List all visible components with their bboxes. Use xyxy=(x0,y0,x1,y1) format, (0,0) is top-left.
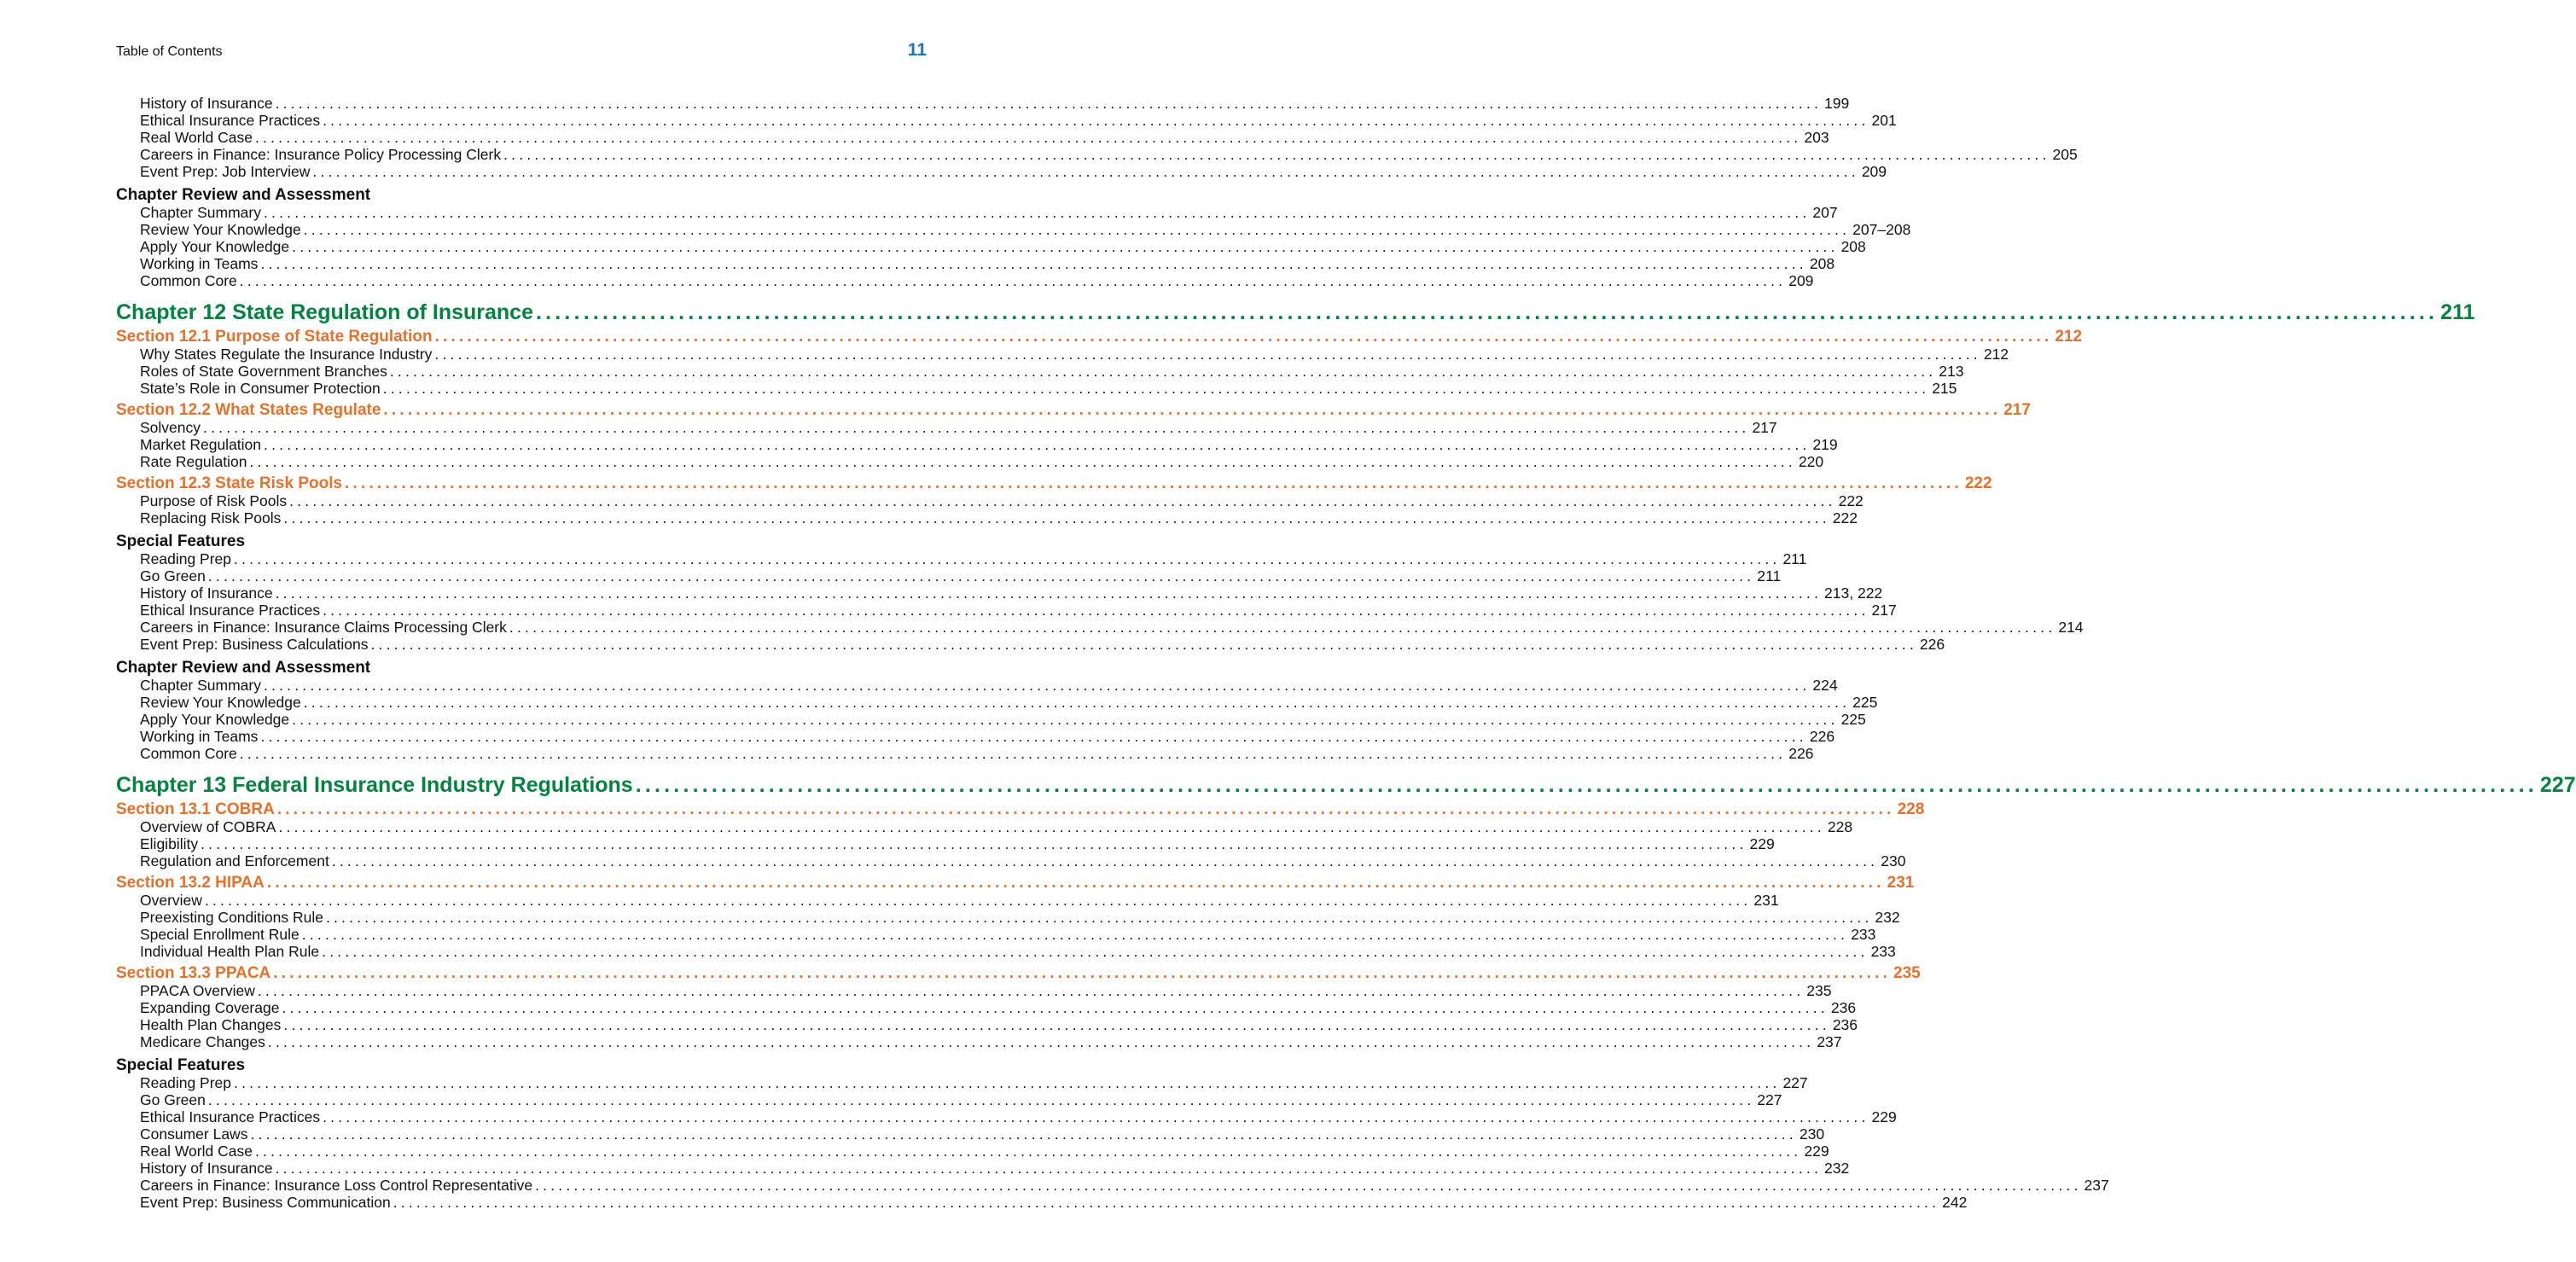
toc-entry-page: 242 xyxy=(1942,1194,1968,1211)
toc-entry-title: PPACA Overview xyxy=(140,982,255,999)
toc-entry-page: 235 xyxy=(1893,964,1921,982)
toc-entry-page: 208 xyxy=(1840,238,1866,255)
toc-entry-page: 231 xyxy=(1887,874,1915,892)
toc-entry-title: Overview of COBRA xyxy=(140,818,276,835)
toc-entry-title: Roles of State Government Branches xyxy=(140,363,387,380)
toc-entry-title: Ethical Insurance Practices xyxy=(140,602,321,619)
toc-item[interactable] xyxy=(116,255,1835,272)
toc-item[interactable] xyxy=(116,363,1964,380)
toc-entry-title: Special Features xyxy=(116,532,246,550)
toc-entry-page: 227 xyxy=(1782,1074,1808,1091)
dot-leader: ........................................................................................................................................................................................................ xyxy=(239,272,1787,289)
toc-item[interactable] xyxy=(116,619,2084,636)
dot-leader: ........................................................................................................................................................................................................ xyxy=(204,892,1752,909)
dot-leader: ........................................................................................................................................................................................................ xyxy=(345,474,1963,492)
toc-entry-title: Real World Case xyxy=(140,1143,253,1160)
toc-entry-page: 213, 222 xyxy=(1824,584,1883,602)
toc-entry-title: Overview xyxy=(140,892,202,909)
dot-leader: ........................................................................................................................................................................................................ xyxy=(257,982,1805,999)
toc-entry-title: Section 12.1 Purpose of State Regulation xyxy=(116,328,433,346)
toc-entry-page: 215 xyxy=(1932,380,1957,397)
toc-item[interactable] xyxy=(116,636,1945,653)
toc-chapter[interactable] xyxy=(116,300,2475,325)
toc-item[interactable] xyxy=(116,1091,1782,1108)
toc-entry-page: 203 xyxy=(1804,129,1829,146)
toc-section[interactable] xyxy=(116,800,1925,818)
dot-leader: ........................................................................................................................................................................................................ xyxy=(301,926,1849,943)
toc-entry-page: 219 xyxy=(1812,436,1838,453)
dot-leader: ........................................................................................................................................................................................................ xyxy=(331,852,1879,869)
running-header: Table of Contents xyxy=(116,44,223,59)
toc-item[interactable] xyxy=(116,1160,1850,1177)
toc-entry-title: Purpose of Risk Pools xyxy=(140,492,288,509)
dot-leader: ........................................................................................................................................................................................................ xyxy=(207,1091,1755,1108)
toc-section[interactable] xyxy=(116,964,1921,982)
toc-item[interactable] xyxy=(116,1143,1829,1160)
toc-entry-title: Review Your Knowledge xyxy=(140,694,301,711)
toc-group xyxy=(116,1057,713,1074)
toc-section[interactable] xyxy=(116,401,2031,419)
toc-entry-title: Section 13.3 PPACA xyxy=(116,964,271,982)
toc-item[interactable] xyxy=(116,112,1897,129)
toc-item[interactable] xyxy=(116,1016,1858,1033)
toc-item[interactable] xyxy=(116,1177,2109,1194)
toc-section[interactable] xyxy=(116,328,2083,346)
toc-entry-page: 209 xyxy=(1861,163,1887,180)
toc-entry-title: Special Enrollment Rule xyxy=(140,926,299,943)
toc-item[interactable] xyxy=(116,509,1858,526)
dot-leader: ........................................................................................................................................................................................................ xyxy=(509,619,2056,636)
toc-entry-title: Reading Prep xyxy=(140,550,232,567)
toc-entry-page: 227 xyxy=(2539,773,2576,797)
dot-leader: ........................................................................................................................................................................................................ xyxy=(275,584,1823,602)
toc-item[interactable] xyxy=(116,419,1777,436)
dot-leader: ........................................................................................................................................................................................................ xyxy=(393,1194,1940,1211)
toc-entry-page: 224 xyxy=(1812,677,1838,694)
toc-item[interactable] xyxy=(116,943,1896,960)
toc-item[interactable] xyxy=(116,909,1900,926)
toc-entry-title: Ethical Insurance Practices xyxy=(140,112,321,129)
dot-leader: ........................................................................................................................................................................................................ xyxy=(322,943,1869,960)
toc-item[interactable] xyxy=(116,380,1957,397)
toc-entry-title: Rate Regulation xyxy=(140,453,247,470)
toc-entry-page: 226 xyxy=(1788,745,1814,762)
toc-item[interactable] xyxy=(116,436,1838,453)
toc-item[interactable] xyxy=(116,1108,1897,1125)
toc-item[interactable] xyxy=(116,238,1866,255)
toc-entry-title: Solvency xyxy=(140,419,201,436)
toc-entry-title: Special Features xyxy=(116,1056,246,1074)
dot-leader: ........................................................................................................................................................................................................ xyxy=(635,773,2538,797)
toc-entry-title: Medicare Changes xyxy=(140,1033,265,1050)
dot-leader: ........................................................................................................................................................................................................ xyxy=(382,380,1930,397)
toc-section[interactable] xyxy=(116,874,1915,892)
dot-leader: ........................................................................................................................................................................................................ xyxy=(325,909,1873,926)
toc-chapter[interactable] xyxy=(116,772,2576,798)
toc-entry-title: Consumer Laws xyxy=(140,1125,248,1143)
toc-entry-page: 233 xyxy=(1851,926,1876,943)
toc-entry-title: Replacing Risk Pools xyxy=(140,509,282,526)
toc-item[interactable] xyxy=(116,146,2078,163)
toc-entry-title: Chapter Summary xyxy=(140,204,261,221)
toc-entry-page: 235 xyxy=(1806,982,1832,999)
toc-entry-page: 225 xyxy=(1852,694,1878,711)
toc-item[interactable] xyxy=(116,584,1883,602)
toc-entry-page: 217 xyxy=(1752,419,1777,436)
toc-entry-title: History of Insurance xyxy=(140,95,273,112)
toc-entry-title: Individual Health Plan Rule xyxy=(140,943,320,960)
toc-item[interactable] xyxy=(116,95,1850,112)
toc-entry-title: Section 13.1 COBRA xyxy=(116,800,275,818)
toc-entry-page: 201 xyxy=(1871,112,1897,129)
toc-item[interactable] xyxy=(116,550,1807,567)
toc-entry-title: Apply Your Knowledge xyxy=(140,238,290,255)
toc-item[interactable] xyxy=(116,745,1814,762)
page-number: 11 xyxy=(907,40,927,60)
toc-entry-title: Go Green xyxy=(140,567,206,584)
dot-leader: ........................................................................................................................................................................................................ xyxy=(292,711,1839,728)
toc-entry-title: Careers in Finance: Insurance Policy Processing Clerk xyxy=(140,146,502,163)
toc-item[interactable] xyxy=(116,567,1782,584)
toc-entry-page: 228 xyxy=(1827,818,1853,835)
toc-entry-page: 229 xyxy=(1749,835,1775,852)
toc-item[interactable] xyxy=(116,204,1838,221)
dot-leader: ........................................................................................................................................................................................................ xyxy=(370,636,1917,653)
toc-entry-page: 230 xyxy=(1881,852,1906,869)
toc-entry-page: 222 xyxy=(1832,509,1858,526)
toc-item[interactable] xyxy=(116,999,1857,1016)
dot-leader: ........................................................................................................................................................................................................ xyxy=(389,363,1937,380)
toc-entry-title: Chapter 12 State Regulation of Insurance xyxy=(116,300,533,324)
toc-entry-title: Careers in Finance: Insurance Claims Processing Clerk xyxy=(140,619,507,636)
toc-item[interactable] xyxy=(116,926,1876,943)
toc-entry-title: Section 12.3 State Risk Pools xyxy=(116,474,343,492)
toc-item[interactable] xyxy=(116,221,1911,238)
table-of-contents xyxy=(116,95,2576,1211)
toc-section[interactable] xyxy=(116,474,1992,492)
toc-item[interactable] xyxy=(116,453,1824,470)
toc-entry-title: Real World Case xyxy=(140,129,253,146)
toc-entry-title: Section 12.2 What States Regulate xyxy=(116,401,381,419)
dot-leader: ........................................................................................................................................................................................................ xyxy=(303,221,1851,238)
toc-entry-page: 237 xyxy=(1817,1033,1842,1050)
toc-group xyxy=(116,187,713,204)
dot-leader: ........................................................................................................................................................................................................ xyxy=(275,95,1823,112)
dot-leader: ........................................................................................................................................................................................................ xyxy=(536,300,2439,324)
toc-entry-page: 236 xyxy=(1832,1016,1858,1033)
toc-entry-title: Apply Your Knowledge xyxy=(140,711,290,728)
dot-leader: ........................................................................................................................................................................................................ xyxy=(283,509,1830,526)
dot-leader: ........................................................................................................................................................................................................ xyxy=(503,146,2050,163)
dot-leader: ........................................................................................................................................................................................................ xyxy=(282,999,1829,1016)
dot-leader: ........................................................................................................................................................................................................ xyxy=(303,694,1851,711)
toc-entry-page: 222 xyxy=(1964,474,1992,492)
toc-entry-page: 207 xyxy=(1812,204,1838,221)
toc-entry-title: Review Your Knowledge xyxy=(140,221,301,238)
dot-leader: ........................................................................................................................................................................................................ xyxy=(207,567,1755,584)
dot-leader: ........................................................................................................................................................................................................ xyxy=(260,255,1807,272)
toc-item[interactable] xyxy=(116,1194,1968,1211)
dot-leader: ........................................................................................................................................................................................................ xyxy=(323,112,1869,129)
toc-item[interactable] xyxy=(116,711,1866,728)
dot-leader: ........................................................................................................................................................................................................ xyxy=(249,453,1796,470)
toc-entry-page: 226 xyxy=(1919,636,1945,653)
dot-leader: ........................................................................................................................................................................................................ xyxy=(267,1033,1815,1050)
toc-item[interactable] xyxy=(116,1033,1842,1050)
toc-entry-title: Chapter Review and Assessment xyxy=(116,659,371,677)
toc-entry-page: 212 xyxy=(1983,346,2009,363)
toc-entry-title: Why States Regulate the Insurance Industry xyxy=(140,346,433,363)
toc-entry-page: 232 xyxy=(1824,1160,1850,1177)
toc-entry-page: 233 xyxy=(1870,943,1896,960)
toc-entry-title: Eligibility xyxy=(140,835,199,852)
toc-entry-page: 211 xyxy=(2440,300,2475,324)
toc-entry-page: 217 xyxy=(2003,401,2031,419)
toc-entry-title: Event Prep: Job Interview xyxy=(140,163,311,180)
toc-entry-title: Expanding Coverage xyxy=(140,999,280,1016)
dot-leader: ........................................................................................................................................................................................................ xyxy=(283,1016,1830,1033)
dot-leader: ........................................................................................................................................................................................................ xyxy=(234,550,1781,567)
toc-item[interactable] xyxy=(116,602,1897,619)
toc-item[interactable] xyxy=(116,129,1829,146)
dot-leader: ........................................................................................................................................................................................................ xyxy=(275,1160,1823,1177)
toc-entry-title: Ethical Insurance Practices xyxy=(140,1108,321,1125)
toc-entry-page: 220 xyxy=(1798,453,1824,470)
dot-leader: ........................................................................................................................................................................................................ xyxy=(434,328,2053,346)
toc-group xyxy=(116,533,713,550)
dot-leader: ........................................................................................................................................................................................................ xyxy=(276,800,1895,818)
toc-item[interactable] xyxy=(116,852,1906,869)
toc-entry-page: 211 xyxy=(1757,567,1782,584)
toc-entry-title: Careers in Finance: Insurance Loss Control Representative xyxy=(140,1177,533,1194)
toc-entry-page: 208 xyxy=(1809,255,1835,272)
toc-entry-page: 213 xyxy=(1939,363,1964,380)
dot-leader: ........................................................................................................................................................................................................ xyxy=(239,745,1787,762)
toc-item[interactable] xyxy=(116,346,2009,363)
toc-item[interactable] xyxy=(116,982,1832,999)
toc-entry-page: 199 xyxy=(1824,95,1850,112)
toc-entry-page: 211 xyxy=(1782,550,1807,567)
toc-entry-title: Preexisting Conditions Rule xyxy=(140,909,323,926)
dot-leader: ........................................................................................................................................................................................................ xyxy=(323,602,1869,619)
toc-entry-page: 214 xyxy=(2058,619,2084,636)
toc-entry-page: 228 xyxy=(1897,800,1925,818)
toc-group xyxy=(116,660,713,677)
toc-entry-title: Chapter Summary xyxy=(140,677,261,694)
toc-item[interactable] xyxy=(116,818,1853,835)
dot-leader: ........................................................................................................................................................................................................ xyxy=(250,1125,1797,1143)
dot-leader: ........................................................................................................................................................................................................ xyxy=(312,163,1859,180)
dot-leader: ........................................................................................................................................................................................................ xyxy=(234,1074,1781,1091)
toc-entry-title: Go Green xyxy=(140,1091,206,1108)
toc-entry-title: Section 13.2 HIPAA xyxy=(116,874,265,892)
toc-entry-title: Health Plan Changes xyxy=(140,1016,282,1033)
dot-leader: ........................................................................................................................................................................................................ xyxy=(203,419,1750,436)
dot-leader: ........................................................................................................................................................................................................ xyxy=(289,492,1836,509)
toc-entry-page: 229 xyxy=(1804,1143,1829,1160)
toc-entry-page: 217 xyxy=(1871,602,1897,619)
toc-entry-page: 229 xyxy=(1871,1108,1897,1125)
toc-entry-page: 231 xyxy=(1753,892,1779,909)
dot-leader: ........................................................................................................................................................................................................ xyxy=(434,346,1981,363)
toc-item[interactable] xyxy=(116,1125,1825,1143)
toc-entry-title: Common Core xyxy=(140,272,237,289)
dot-leader: ........................................................................................................................................................................................................ xyxy=(535,1177,2082,1194)
toc-entry-title: Chapter 13 Federal Insurance Industry Regulations xyxy=(116,773,633,797)
toc-item[interactable] xyxy=(116,892,1779,909)
toc-entry-page: 232 xyxy=(1875,909,1900,926)
toc-entry-page: 209 xyxy=(1788,272,1814,289)
toc-entry-title: State’s Role in Consumer Protection xyxy=(140,380,381,397)
dot-leader: ........................................................................................................................................................................................................ xyxy=(323,1108,1869,1125)
toc-item[interactable] xyxy=(116,272,1814,289)
toc-entry-page: 226 xyxy=(1809,728,1835,745)
dot-leader: ........................................................................................................................................................................................................ xyxy=(264,436,1811,453)
dot-leader: ........................................................................................................................................................................................................ xyxy=(278,818,1825,835)
toc-entry-page: 212 xyxy=(2055,328,2083,346)
toc-entry-title: History of Insurance xyxy=(140,584,273,602)
toc-entry-title: Reading Prep xyxy=(140,1074,232,1091)
dot-leader: ........................................................................................................................................................................................................ xyxy=(264,204,1811,221)
dot-leader: ........................................................................................................................................................................................................ xyxy=(201,835,1747,852)
toc-entry-page: 237 xyxy=(2084,1177,2109,1194)
toc-entry-page: 205 xyxy=(2052,146,2078,163)
dot-leader: ........................................................................................................................................................................................................ xyxy=(383,401,2002,419)
toc-entry-page: 227 xyxy=(1757,1091,1782,1108)
toc-entry-title: Chapter Review and Assessment xyxy=(116,186,371,204)
dot-leader: ........................................................................................................................................................................................................ xyxy=(260,728,1807,745)
dot-leader: ........................................................................................................................................................................................................ xyxy=(292,238,1839,255)
toc-entry-title: Working in Teams xyxy=(140,255,259,272)
toc-item[interactable] xyxy=(116,1074,1808,1091)
toc-entry-title: Market Regulation xyxy=(140,436,262,453)
toc-entry-page: 222 xyxy=(1838,492,1864,509)
dot-leader: ........................................................................................................................................................................................................ xyxy=(273,964,1892,982)
dot-leader: ........................................................................................................................................................................................................ xyxy=(264,677,1811,694)
toc-entry-page: 207–208 xyxy=(1852,221,1911,238)
toc-item[interactable] xyxy=(116,694,1878,711)
dot-leader: ........................................................................................................................................................................................................ xyxy=(266,874,1885,892)
toc-item[interactable] xyxy=(116,163,1887,180)
dot-leader: ........................................................................................................................................................................................................ xyxy=(254,1143,1802,1160)
toc-entry-page: 230 xyxy=(1799,1125,1825,1143)
toc-item[interactable] xyxy=(116,677,1838,694)
toc-entry-page: 225 xyxy=(1840,711,1866,728)
toc-entry-title: Working in Teams xyxy=(140,728,259,745)
toc-item[interactable] xyxy=(116,728,1835,745)
toc-item[interactable] xyxy=(116,835,1775,852)
dot-leader: ........................................................................................................................................................................................................ xyxy=(254,129,1802,146)
toc-entry-title: Event Prep: Business Communication xyxy=(140,1194,391,1211)
toc-entry-title: Regulation and Enforcement xyxy=(140,852,329,869)
toc-item[interactable] xyxy=(116,492,1864,509)
toc-entry-title: Event Prep: Business Calculations xyxy=(140,636,369,653)
toc-entry-title: History of Insurance xyxy=(140,1160,273,1177)
toc-entry-page: 236 xyxy=(1830,999,1857,1016)
toc-entry-title: Common Core xyxy=(140,745,237,762)
